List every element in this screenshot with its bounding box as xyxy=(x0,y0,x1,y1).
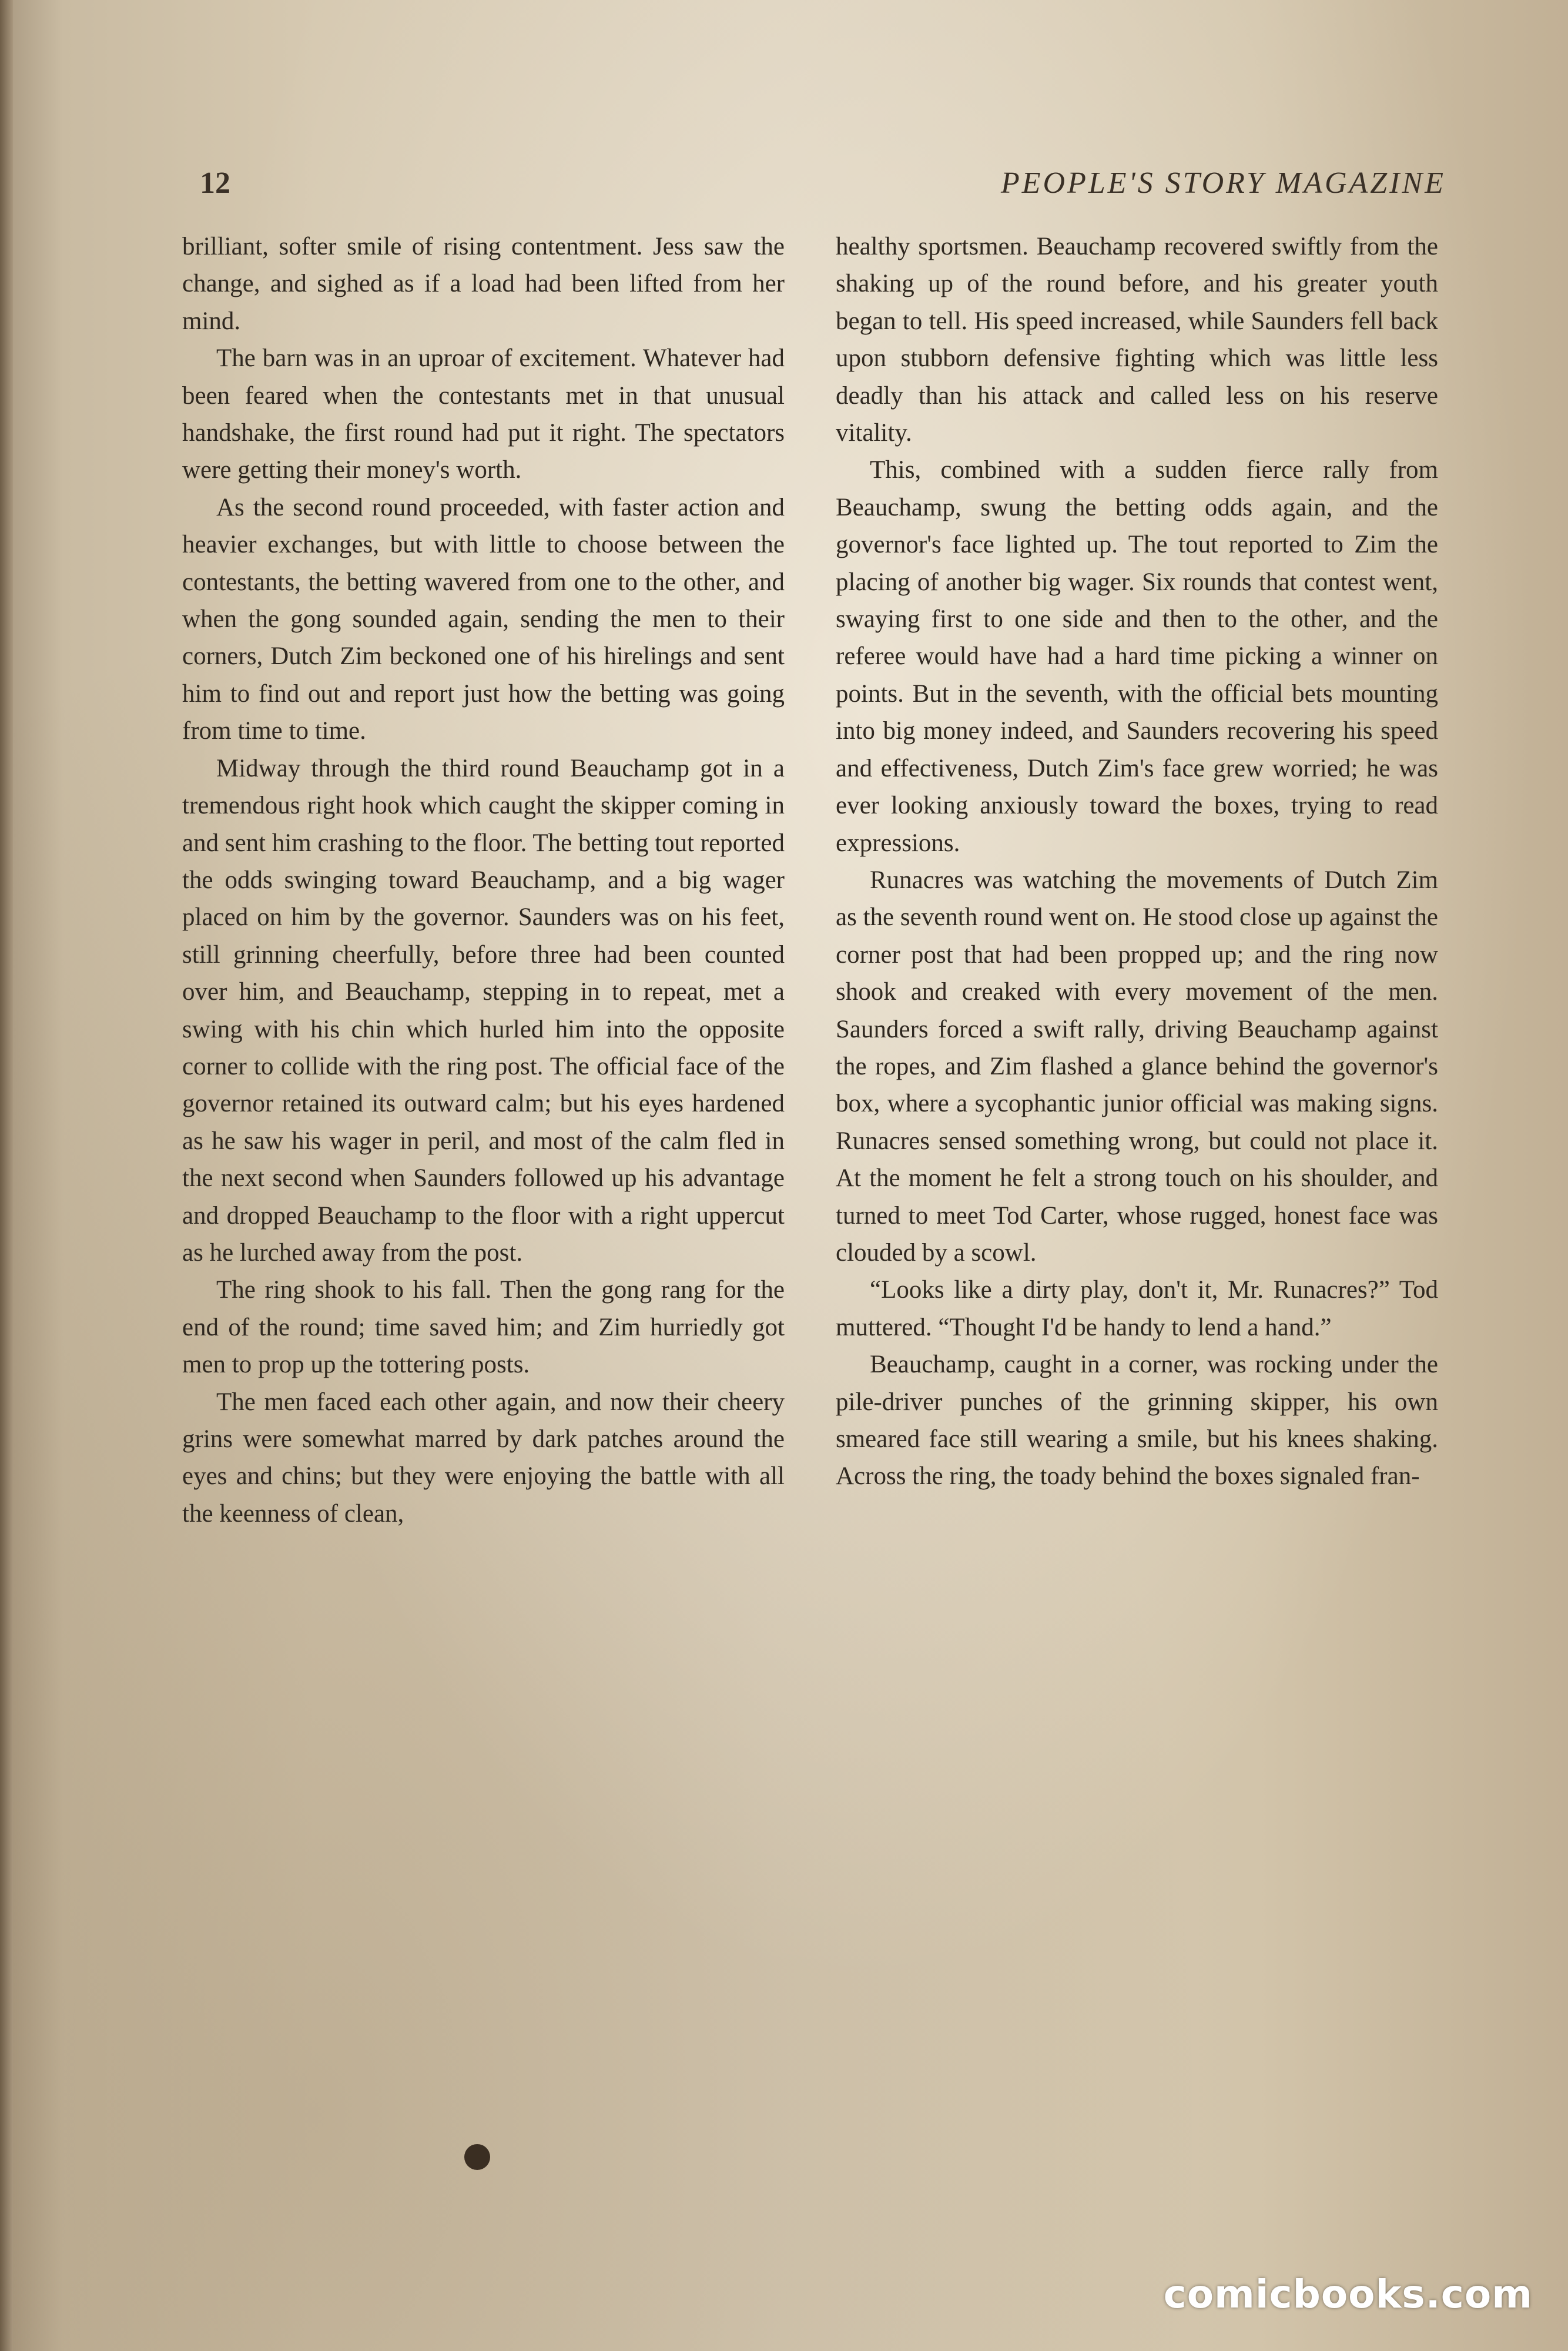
paragraph: “Looks like a dirty play, don't it, Mr. Runacres?” Tod muttered. “Thought I'd be handy to lend a hand.” xyxy=(836,1276,1438,1341)
page-binding-edge xyxy=(0,0,13,2351)
paragraph: Beauchamp, caught in a corner, was rocking under the pile-driver punches of the grinning skipper, his own smeared face still wearing a smile, but his knees shaking. Across the ring, the toady behind the boxes signaled fran- xyxy=(836,1351,1438,1491)
page-number: 12 xyxy=(200,166,230,200)
running-title: PEOPLE'S STORY MAGAZINE xyxy=(1000,166,1446,200)
ink-blot xyxy=(464,2144,490,2170)
page-header xyxy=(200,166,1446,219)
watermark: comicbooks.com xyxy=(1163,2272,1533,2317)
paragraph: healthy sportsmen. Beauchamp recovered swiftly from the shaking up of the round before, and his greater youth began to tell. His speed increased, while Saunders fell back upon stubborn defensive fighting which was little less deadly than his attack and called less on his reserve vitality. xyxy=(836,233,1438,447)
paragraph: Midway through the third round Beauchamp got in a tremendous right hook which caught the skipper coming in and sent him crashing to the floor. The betting tout reported the odds swinging toward Beauchamp, and a big wager placed on him by the governor. Saunders was on his feet, still grinning cheerfully, before three had been counted over him, and Beauchamp, stepping in to repeat, met a swing with his chin which hurled him into the opposite corner to collide with the ring post. The official face of the governor retained its outward calm; but his eyes hardened as he saw his wager in peril, and most of the calm fled in the next second when Saunders followed up his advantage and dropped Beauchamp to the floor with a right uppercut as he lurched away from the post. xyxy=(182,754,785,1267)
paragraph: The men faced each other again, and now their cheery grins were somewhat marred by dark patches around the eyes and chins; but they were enjoying the battle with all the keenness of clean, xyxy=(182,1388,785,1528)
paragraph: The ring shook to his fall. Then the gong rang for the end of the round; time saved him; and Zim hurriedly got men to prop up the tottering posts. xyxy=(182,1276,785,1379)
paragraph: brilliant, softer smile of rising contentment. Jess saw the change, and sighed as if a load had been lifted from her mind. xyxy=(182,233,785,335)
paragraph: As the second round proceeded, with faster action and heavier exchanges, but with little to choose between the contestants, the betting wavered from one to the other, and when the gong sounded again, sending the men to their corners, Dutch Zim beckoned one of his hirelings and sent him to find out and report just how the betting was going from time to time. xyxy=(182,493,785,745)
paragraph: This, combined with a sudden fierce rally from Beauchamp, swung the betting odds again, and the governor's face lighted up. The tout reported to Zim the placing of another big wager. Six rounds that contest went, swaying first to one side and then to the other, and the referee would have had a hard time picking a winner on points. But in the seventh, with the official bets mounting into big money indeed, and Saunders recovering his speed and effectiveness, Dutch Zim's face grew worried; he was ever looking anxiously toward the boxes, trying to read expressions. xyxy=(836,456,1438,857)
paragraph: Runacres was watching the movements of Dutch Zim as the seventh round went on. He stood close up against the corner post that had been propped up; and the ring now shook and creaked with every movement of the men. Saunders forced a swift rally, driving Beauchamp against the ropes, and Zim flashed a glance behind the governor's box, where a sycophantic junior official was making signs. Runacres sensed something wrong, but could not place it. At the moment he felt a strong touch on his shoulder, and turned to meet Tod Carter, whose rugged, honest face was clouded by a scowl. xyxy=(836,866,1438,1267)
paragraph: The barn was in an uproar of excitement. Whatever had been feared when the contestants met in that unusual handshake, the first round had put it right. The spectators were getting their money's worth. xyxy=(182,344,785,484)
right-column xyxy=(836,228,1438,1495)
left-column xyxy=(182,228,785,1532)
